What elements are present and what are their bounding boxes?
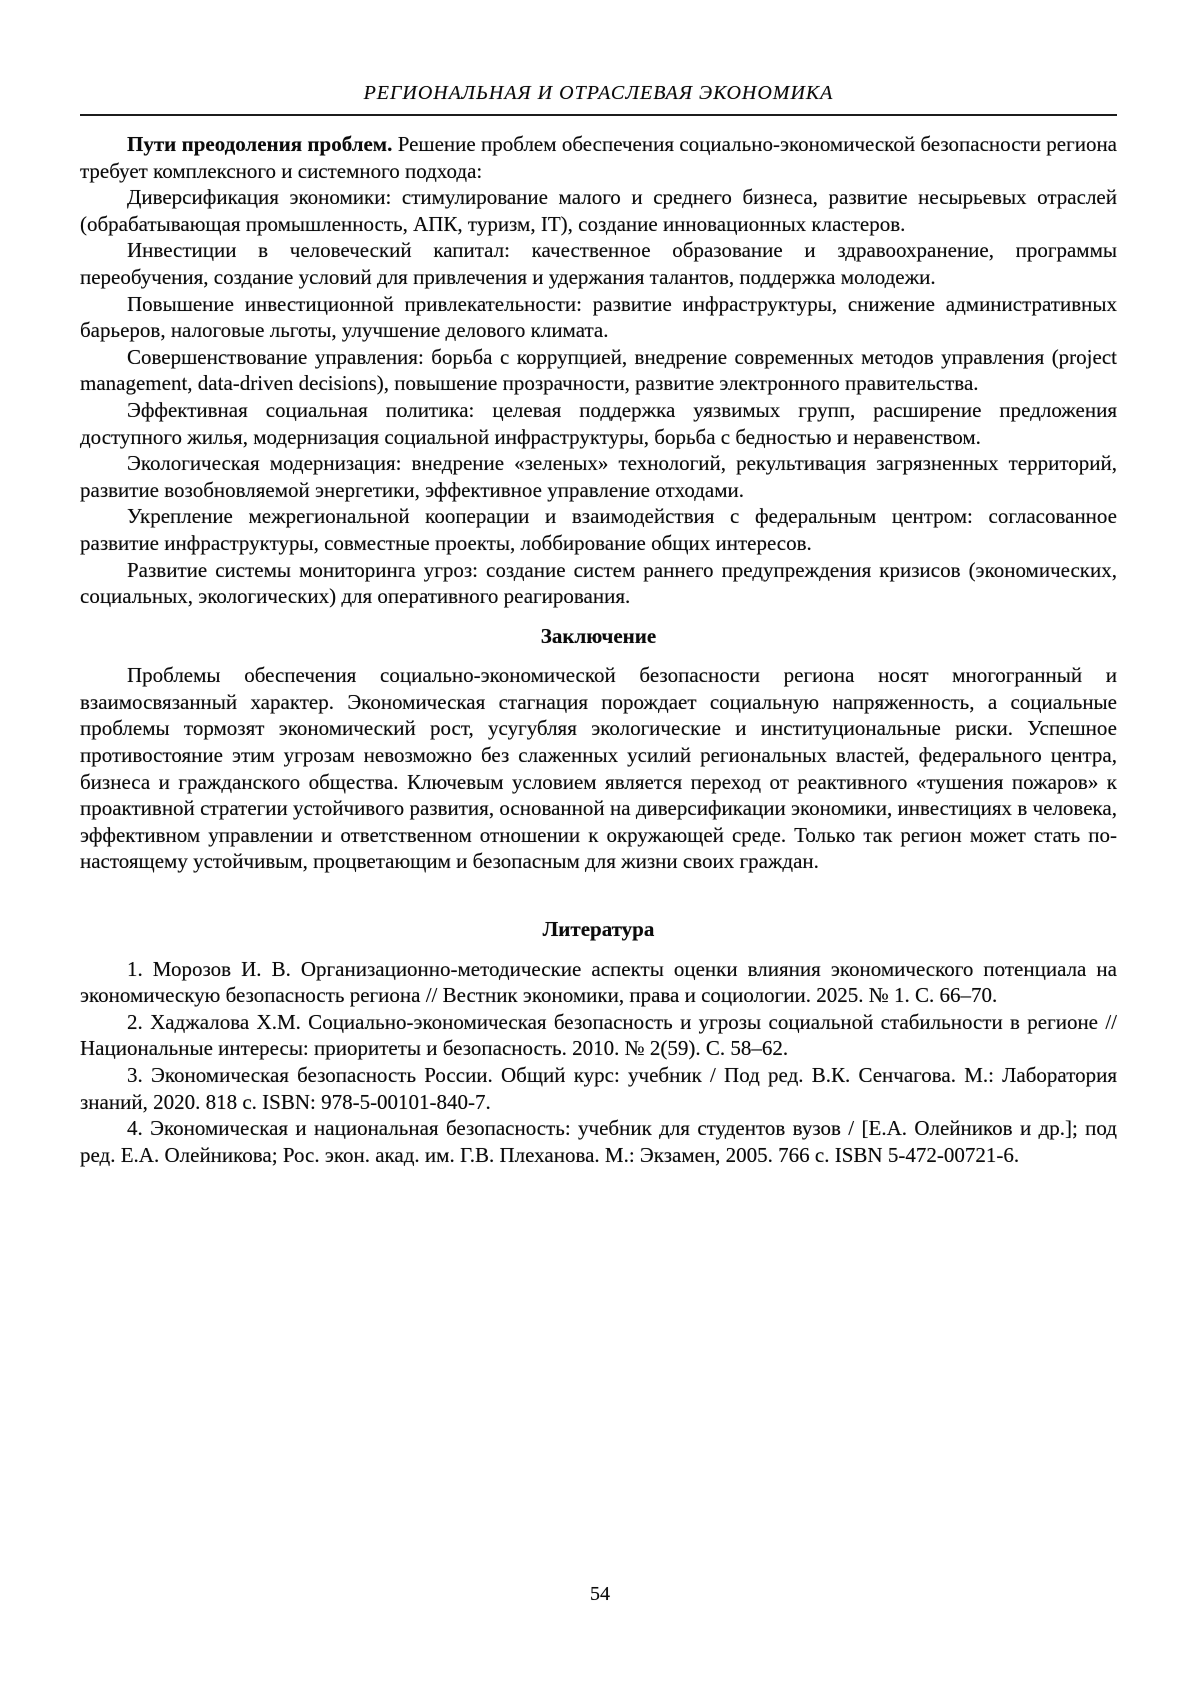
reference-item-2: 2. Хаджалова Х.М. Социально-экономическая безопасность и угрозы социальной стабильности в регионе // Национальные интересы: приоритеты и безопасность. 2010. № 2(59). С. 58–62. xyxy=(80,1009,1117,1061)
paragraph-measure-5: Эффективная социальная политика: целевая поддержка уязвимых групп, расширение предложения доступного жилья, модернизация социальной инфраструктуры, борьба с бедностью и неравенством. xyxy=(80,397,1117,449)
conclusion-heading: Заключение xyxy=(540,623,657,648)
reference-item-1: 1. Морозов И. В. Организационно-методические аспекты оценки влияния экономического потенциала на экономическую безопасность региона // Вестник экономики, права и социологии. 2025. № 1. С. 66–70. xyxy=(80,956,1117,1008)
running-head: РЕГИОНАЛЬНАЯ И ОТРАСЛЕВАЯ ЭКОНОМИКА xyxy=(80,80,1117,116)
reference-item-4: 4. Экономическая и национальная безопасность: учебник для студентов вузов / [Е.А. Олейников и др.]; под ред. Е.А. Олейникова; Рос. экон. акад. им. Г.В. Плеханова. М.: Экзамен, 2005. 766 с. ISBN 5-472-00721-6. xyxy=(80,1116,1117,1167)
paragraph-measure-2: Инвестиции в человеческий капитал: качественное образование и здравоохранение, программы переобучения, создание условий для привлечения и удержания талантов, поддержка молодежи. xyxy=(80,238,1117,289)
conclusion-paragraph: Проблемы обеспечения социально-экономической безопасности региона носят многогранный и взаимосвязанный характер. Экономическая стагнация порождает социальную напряженность, а социальные проблемы тормозят экономический рост, усугубляя экологические и институциональные риски. Успешное противостояние этим угрозам невозможно без слаженных усилий региональных властей, федерального центра, бизнеса и гражданского общества. Ключевым условием является переход от реактивного «тушения пожаров» к проактивной стратегии устойчивого развития, основанной на диверсификации экономики, инвестициях в человека, эффективном управлении и ответственном отношении к окружающей среде. Только так регион может стать по-настоящему устойчивым, процветающим и безопасным для жизни своих граждан. xyxy=(80,663,1117,874)
article-body xyxy=(80,116,1117,1168)
literature-heading: Литература xyxy=(542,917,655,942)
intro-lead: Пути преодоления проблем. xyxy=(127,132,393,156)
paragraph-intro xyxy=(80,131,1117,184)
page-number: 54 xyxy=(590,1583,610,1605)
paragraph-measure-4: Совершенствование управления: борьба с коррупцией, внедрение современных методов управления (project management, data-driven decisions), повышение прозрачности, развитие электронного правительства. xyxy=(80,344,1117,396)
paragraph-measure-1: Диверсификация экономики: стимулирование малого и среднего бизнеса, развитие несырьевых отраслей (обрабатывающая промышленность, АПК, туризм, IT), создание инновационных кластеров. xyxy=(80,185,1117,236)
paragraph-measure-6: Экологическая модернизация: внедрение «зеленых» технологий, рекультивация загрязненных территорий, развитие возобновляемой энергетики, эффективное управление отходами. xyxy=(80,451,1117,502)
reference-item-3: 3. Экономическая безопасность России. Общий курс: учебник / Под ред. В.К. Сенчагова. М.: Лаборатория знаний, 2020. 818 с. ISBN: 978-5-00101-840-7. xyxy=(80,1063,1117,1114)
paragraph-measure-8: Развитие системы мониторинга угроз: создание систем раннего предупреждения кризисов (экономических, социальных, экологических) для оперативного реагирования. xyxy=(80,557,1117,609)
paragraph-measure-3: Повышение инвестиционной привлекательности: развитие инфраструктуры, снижение административных барьеров, налоговые льготы, улучшение делового климата. xyxy=(80,291,1117,343)
intro-rest: Решение проблем обеспечения социально-экономической безопасности региона требует комплексного и системного подхода: xyxy=(80,132,1118,183)
paragraph-measure-7: Укрепление межрегиональной кооперации и взаимодействия с федеральным центром: согласованное развитие инфраструктуры, совместные проекты, лоббирование общих интересов. xyxy=(80,504,1117,555)
